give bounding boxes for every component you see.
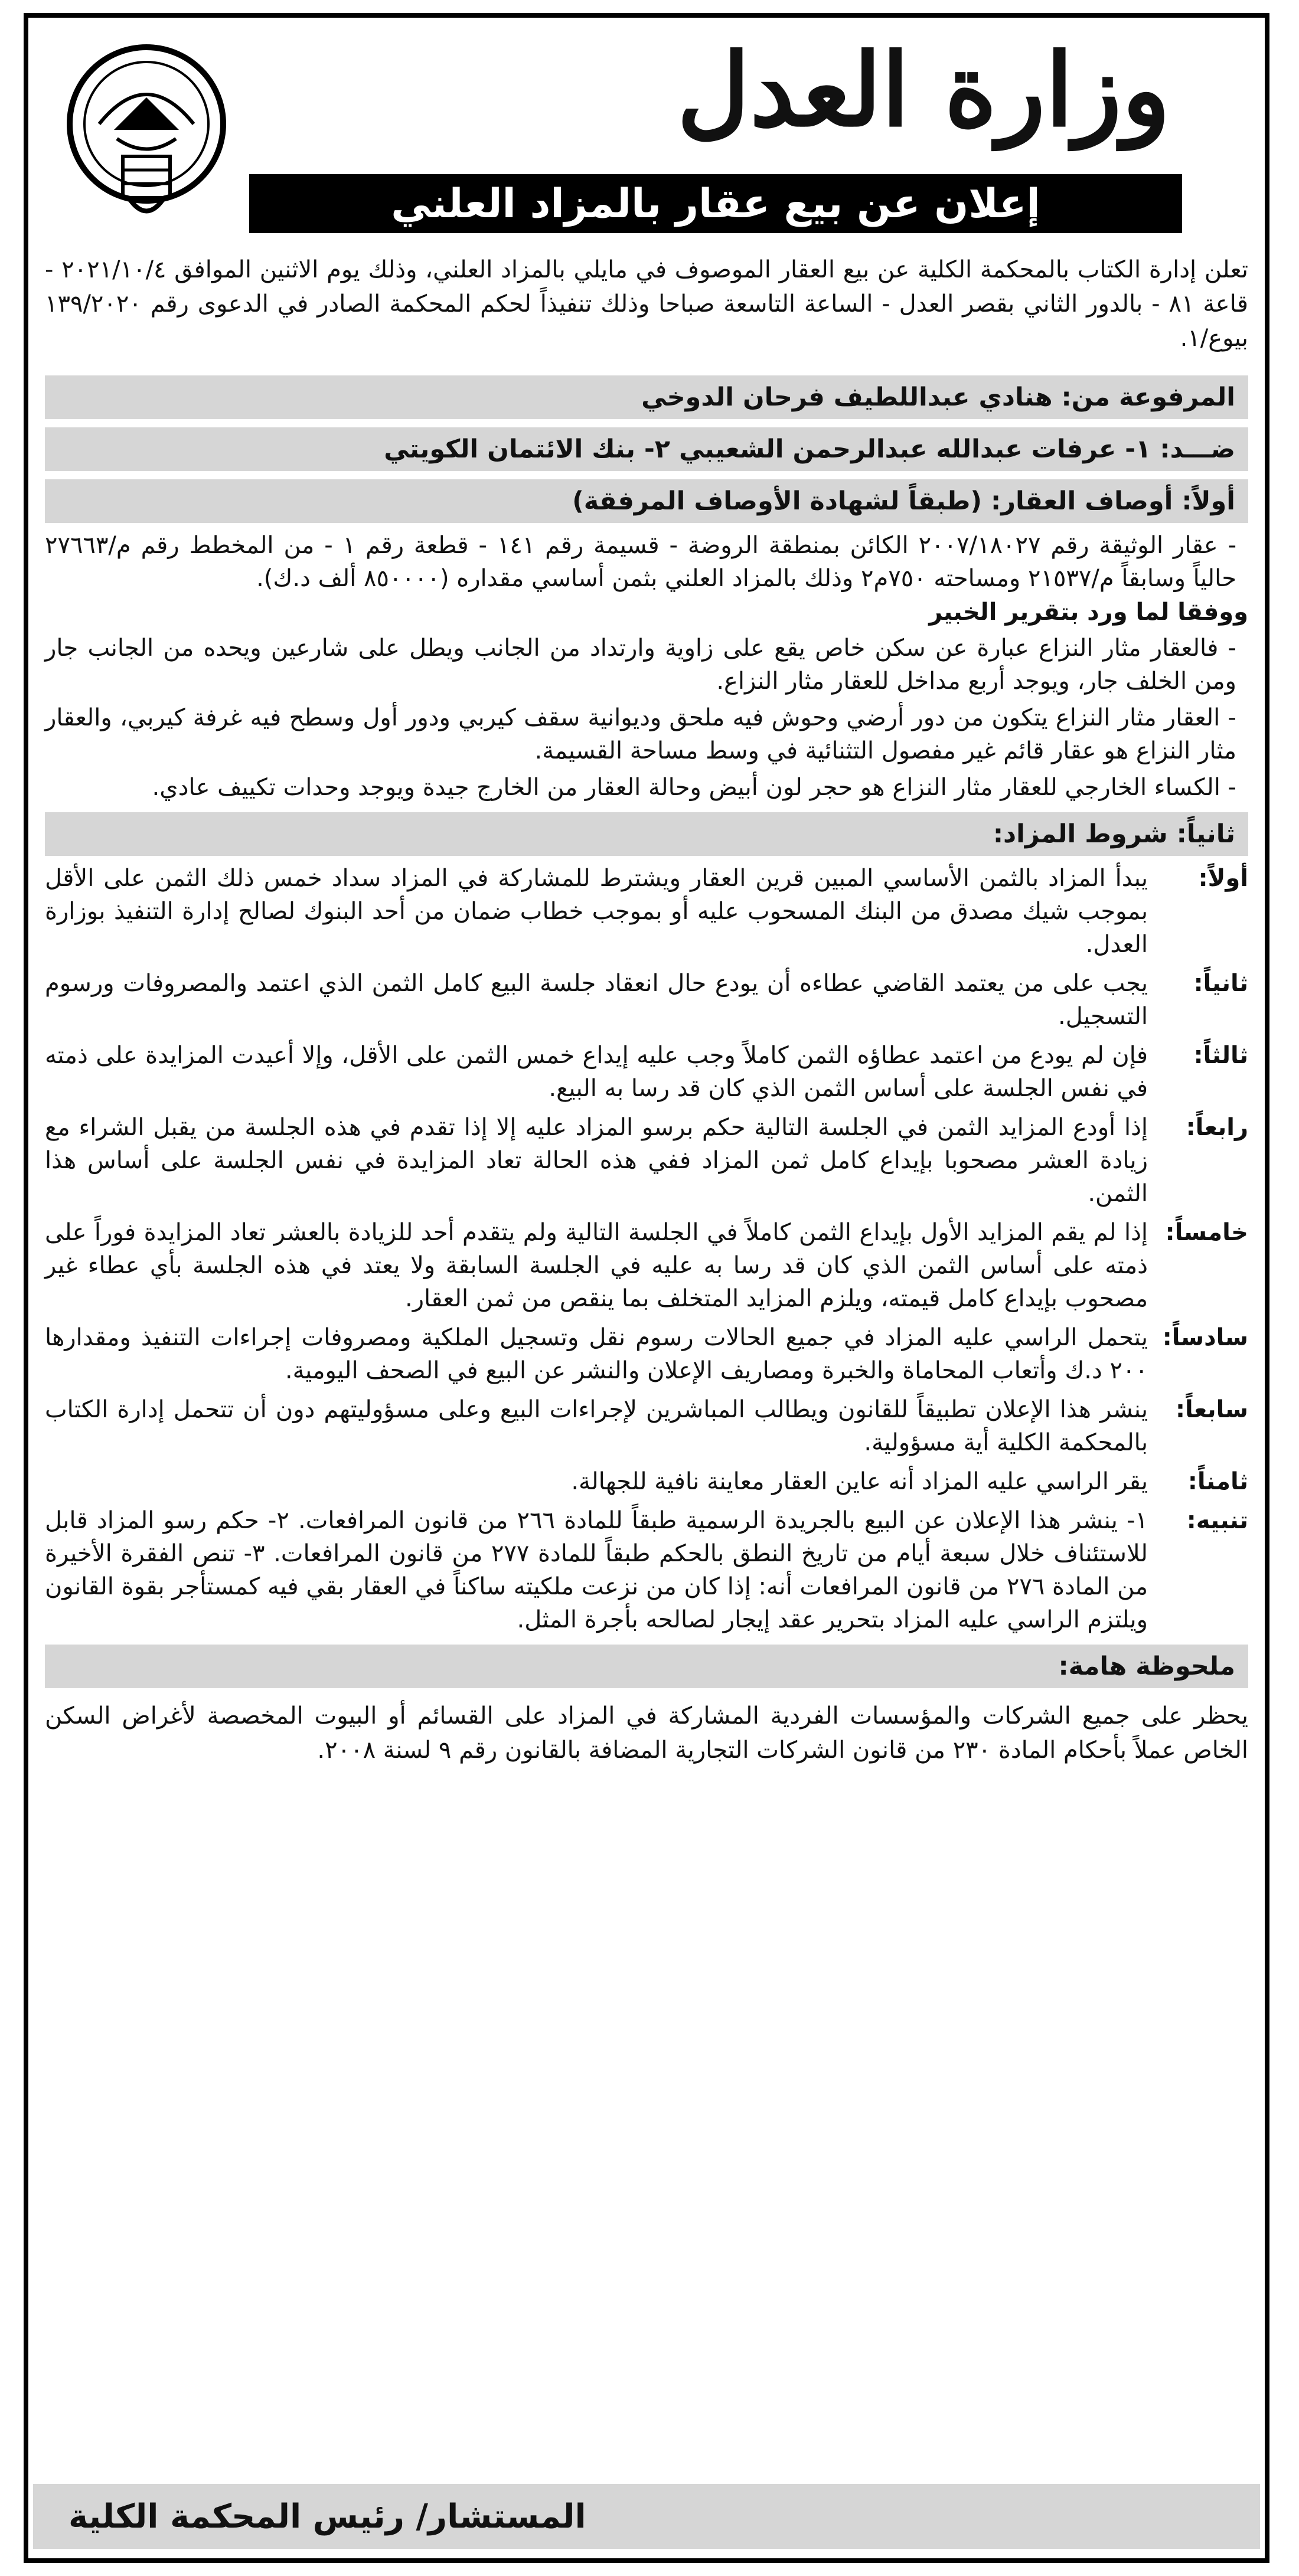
condition-label: ثالثاً: [1193,1042,1248,1069]
condition-label: ثامناً: [1187,1468,1248,1495]
list-item: - العقار مثار النزاع يتكون من دور أرضي وحوش فيه ملحق وديوانية سقف كيربي ودور أول وسطح فيه غرفة كيربي، والعقار مثار النزاع هو عقار قائم غير مفصول التثنائية في وسط مساحة القسيمة. [45,704,1236,764]
list-item: - عقار الوثيقة رقم ٢٠٠٧/١٨٠٢٧ الكائن بمنطقة الروضة - قسيمة رقم ١٤١ - قطعة رقم ١ - من المخطط رقم م/٢٧٦٦٣ حالياً وسابقاً م/٢١٥٣٧ ومساحته ٧٥٠م٢ وذلك بالمزاد العلني بثمن أساسي مقداره (٨٥٠٠٠٠ ألف د.ك). [45,532,1236,592]
header [28,18,1265,242]
condition-text: يتحمل الراسي عليه المزاد في جميع الحالات رسوم نقل وتسجيل الملكية ومصروفات إجراءات التنفيذ ومقدارها ٢٠٠ د.ك وأتعاب المحاماة والخبرة ومصاريف الإعلان والنشر عن البيع في الصحف اليومية. [45,1324,1148,1384]
condition-text: يجب على من يعتمد القاضي عطاءه أن يودع حال انعقاد جلسة البيع كامل الثمن الذي اعتمد والمصروفات ورسوم التسجيل. [45,970,1148,1030]
condition-text: يقر الراسي عليه المزاد أنه عاين العقار معاينة نافية للجهالة. [571,1468,1148,1495]
condition-label: خامساً: [1165,1219,1248,1246]
condition-label: أولاً: [1198,865,1248,892]
property-description-heading: أولاً: أوصاف العقار: (طبقاً لشهادة الأوصاف المرفقة) [45,479,1248,523]
kuwait-emblem-icon [58,41,235,230]
condition-label: سابعاً: [1176,1396,1248,1423]
list-item: - الكساء الخارجي للعقار مثار النزاع هو حجر لون أبيض وحالة العقار من الخارج جيدة ويوجد وحدات تكييف عادي. [152,774,1236,801]
signature-band: المستشار/ رئيس المحكمة الكلية [33,2484,1260,2549]
condition-item [45,862,1248,961]
condition-item [45,1039,1248,1105]
property-bullets [45,529,1248,595]
condition-item [45,1111,1248,1210]
expert-bullets [45,632,1248,804]
list-item: - فالعقار مثار النزاع عبارة عن سكن خاص يقع على زاوية وارتداد من الجانب ويطل على شارعين ويحده من الجانب جار ومن الخلف جار، ويوجد أربع مداخل للعقار مثار النزاع. [45,635,1236,695]
condition-text: يبدأ المزاد بالثمن الأساسي المبين قرين العقار ويشترط للمشاركة في المزاد سداد خمس ذلك الثمن على الأقل بموجب شيك مصدق من البنك المسحوب عليه أو بموجب خطاب ضمان من أحد البنوك لصالح إدارة التنفيذ بوزارة العدل. [45,865,1148,958]
auction-conditions-heading: ثانياً: شروط المزاد: [45,812,1248,856]
announcement-body [28,242,1265,1772]
condition-text: فإن لم يودع من اعتمد عطاؤه الثمن كاملاً وجب عليه إيداع خمس الثمن على الأقل، وإلا أعيدت المزايدة على ذمته في نفس الجلسة على أساس الثمن الذي كان قد رسا به البيع. [45,1042,1148,1102]
expert-report-label: ووفقا لما ورد بتقرير الخبير [929,599,1248,626]
condition-item [45,1216,1248,1315]
condition-item [45,967,1248,1033]
intro-paragraph: تعلن إدارة الكتاب بالمحكمة الكلية عن بيع العقار الموصوف في مايلي بالمزاد العلني، وذلك يوم الاثنين الموافق ٢٠٢١/١٠/٤ - قاعة ٨١ - بالدور الثاني بقصر العدل - الساعة التاسعة صباحا وذلك تنفيذاً لحكم المحكمة الصادر في الدعوى رقم ١٣٩/٢٠٢٠ بيوع/١. [45,256,1248,352]
condition-item [45,1321,1248,1387]
condition-label: ثانياً: [1193,970,1248,997]
announcement-frame [24,13,1269,2563]
condition-text: إذا أودع المزايد الثمن في الجلسة التالية حكم برسو المزاد عليه إلا إذا تقدم في هذه الجلسة من يقبل الشراء مع زيادة العشر مصحوبا بإيداع كامل ثمن المزاد ففي هذه الحالة تعاد المزايدة في نفس الجلسة على أساس هذا الثمن. [45,1114,1148,1207]
condition-item [45,1465,1248,1498]
important-remark-heading: ملحوظة هامة: [45,1645,1248,1688]
condition-item [45,1393,1248,1459]
condition-label: تنبيه: [1186,1507,1248,1534]
condition-text: ١- ينشر هذا الإعلان عن البيع بالجريدة الرسمية طبقاً للمادة ٢٦٦ من قانون المرافعات. ٢- حكم رسو المزاد قابل للاستئناف خلال سبعة أيام من تاريخ النطق بالحكم طبقاً للمادة ٢٧٧ من قانون المرافعات. ٣- تنص الفقرة الأخيرة من المادة ٢٧٦ من قانون المرافعات أنه: إذا كان من نزعت ملكيته ساكناً في العقار بقي فيه كمستأجر بقوة القانون ويلتزم الراسي عليه المزاد بتحرير عقد إيجار لصالحه بأجرة المثل. [45,1507,1148,1633]
plaintiff-band: المرفوعة من: هنادي عبداللطيف فرحان الدوخي [45,375,1248,419]
page-title: وزارة العدل [677,31,1170,149]
defendants-band: ضـــد: ١- عرفات عبدالله عبدالرحمن الشعيبي ٢- بنك الائتمان الكويتي [45,427,1248,471]
announcement-subtitle: إعلان عن بيع عقار بالمزاد العلني [249,174,1182,233]
condition-label: رابعاً: [1186,1114,1248,1141]
condition-label: سادساً: [1162,1324,1248,1351]
condition-text: إذا لم يقم المزايد الأول بإيداع الثمن كاملاً في الجلسة التالية ولم يتقدم أحد للزيادة بالعشر تعاد المزايدة فوراً على ذمته على أساس الثمن الذي كان قد رسا به عليه في الجلسة السابقة ولا يعتد في هذه الجلسة بأي عطاء غير مصحوب بإيداع كامل قيمته، ويلزم المزايد المتخلف بما ينقص من ثمن العقار. [45,1219,1148,1312]
condition-text: ينشر هذا الإعلان تطبيقاً للقانون ويطالب المباشرين لإجراءات البيع وعلى مسؤوليتهم دون أن تتحمل إدارة الكتاب بالمحكمة الكلية أية مسؤولية. [45,1396,1148,1456]
condition-item [45,1504,1248,1636]
important-remark-text: يحظر على جميع الشركات والمؤسسات الفردية المشاركة في المزاد على القسائم أو البيوت المخصصة لأغراض السكن الخاص عملاً بأحكام المادة ٢٣٠ من قانون الشركات التجارية المضافة بالقانون رقم ٩ لسنة ٢٠٠٨. [45,1702,1248,1764]
